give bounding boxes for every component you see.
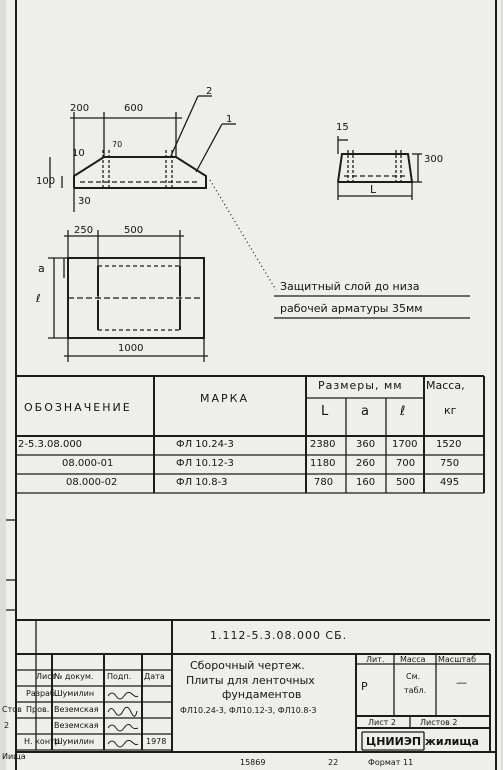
document-code: 1.112-5.3.08.000 СБ. xyxy=(210,629,348,642)
stamp-side-2: 2 xyxy=(4,721,10,730)
col-scale: Масштаб xyxy=(438,655,477,664)
table-cell-mark: ФЛ 10.24-3 xyxy=(176,439,234,450)
marks-line: ФЛ10.24-3, ФЛ10.12-3, ФЛ10.8-3 xyxy=(180,706,317,715)
header-mass-unit: кг xyxy=(444,404,457,417)
title-line-1: Сборочный чертеж. xyxy=(190,659,305,672)
format-label: Формат 11 xyxy=(368,758,414,767)
bottom-number: 15869 xyxy=(240,758,266,767)
sheet-number: Лист 2 xyxy=(368,718,396,727)
stamp-date: 1978 xyxy=(146,737,167,746)
table-cell-l: 700 xyxy=(396,458,416,469)
table-cell-mark: ФЛ 10.8-3 xyxy=(176,477,228,488)
col-mass: Масса xyxy=(400,655,426,664)
dim-30: 30 xyxy=(78,196,91,207)
table-cell-mark: ФЛ 10.12-3 xyxy=(176,458,234,469)
stamp-name: Шумилин xyxy=(54,737,95,746)
dim-10: 10 xyxy=(72,148,85,159)
table-cell-L: 780 xyxy=(314,477,334,488)
stamp-role-checked: Пров. xyxy=(26,705,50,714)
header-col-a: a xyxy=(361,404,369,419)
bottom-mid: 22 xyxy=(328,758,339,767)
stamp-side-3: Иища xyxy=(2,752,26,761)
col-lit: Лит. xyxy=(366,655,385,664)
table-cell-designation: 08.000-02 xyxy=(66,477,118,488)
mass-value-1: См. xyxy=(406,672,421,681)
dim-500: 500 xyxy=(124,225,144,236)
table-cell-l: 500 xyxy=(396,477,416,488)
note-line-1: Защитный слой до низа xyxy=(280,280,420,293)
stamp-header-sign: Подп. xyxy=(107,672,132,681)
table-cell-l: 1700 xyxy=(392,439,418,450)
scale-value: — xyxy=(456,676,467,689)
stamp-header-docnum: № докум. xyxy=(54,672,94,681)
sheets-total: Листов 2 xyxy=(420,718,458,727)
table-cell-L: 1180 xyxy=(310,458,336,469)
dim-300: 300 xyxy=(424,154,444,165)
dim-a: a xyxy=(38,262,45,275)
table-cell-a: 160 xyxy=(356,477,376,488)
dim-600: 600 xyxy=(124,103,144,114)
table-cell-mass: 1520 xyxy=(436,439,462,450)
callout-2: 2 xyxy=(206,86,213,97)
stamp-side-1: Стов xyxy=(2,705,22,714)
stamp-name: Шумилин xyxy=(54,689,95,698)
table-cell-L: 2380 xyxy=(310,439,336,450)
dim-100: 100 xyxy=(36,176,56,187)
dim-l: ℓ xyxy=(36,292,41,305)
stamp-name: Веземская xyxy=(54,721,99,730)
table-cell-mass: 750 xyxy=(440,458,460,469)
table-cell-a: 360 xyxy=(356,439,376,450)
lit-value: Р xyxy=(361,680,368,693)
title-line-3: фундаментов xyxy=(222,688,302,701)
stamp-header-date: Дата xyxy=(144,672,165,681)
stamp-role-normcontrol: Н. контр. xyxy=(24,737,63,746)
table-cell-mass: 495 xyxy=(440,477,460,488)
dim-200: 200 xyxy=(70,103,90,114)
table-cell-designation: 2-5.3.08.000 xyxy=(18,439,83,450)
mass-value-2: табл. xyxy=(404,686,427,695)
callout-1: 1 xyxy=(226,114,233,125)
stamp-role-developed: Разраб. xyxy=(26,689,58,698)
header-sizes: Размеры, мм xyxy=(318,379,403,392)
title-line-2: Плиты для ленточных xyxy=(186,674,315,687)
dim-15: 15 xyxy=(336,122,349,133)
header-col-l: ℓ xyxy=(400,404,406,419)
stamp-name: Веземская xyxy=(54,705,99,714)
dim-250: 250 xyxy=(74,225,94,236)
dim-70: 70 xyxy=(112,140,123,149)
dim-1000: 1000 xyxy=(118,343,144,354)
header-mass: Масса, xyxy=(426,379,465,392)
header-designation: ОБОЗНАЧЕНИЕ xyxy=(24,401,132,414)
organization: ЦНИИЭП жилища xyxy=(366,735,479,748)
note-line-2: рабочей арматуры 35мм xyxy=(280,302,423,315)
dim-L: L xyxy=(370,183,377,196)
stamp-header-sheet: Лист xyxy=(36,672,57,681)
header-mark: МАРКА xyxy=(200,392,249,405)
table-cell-designation: 08.000-01 xyxy=(62,458,114,469)
table-cell-a: 260 xyxy=(356,458,376,469)
header-col-L: L xyxy=(321,404,329,419)
